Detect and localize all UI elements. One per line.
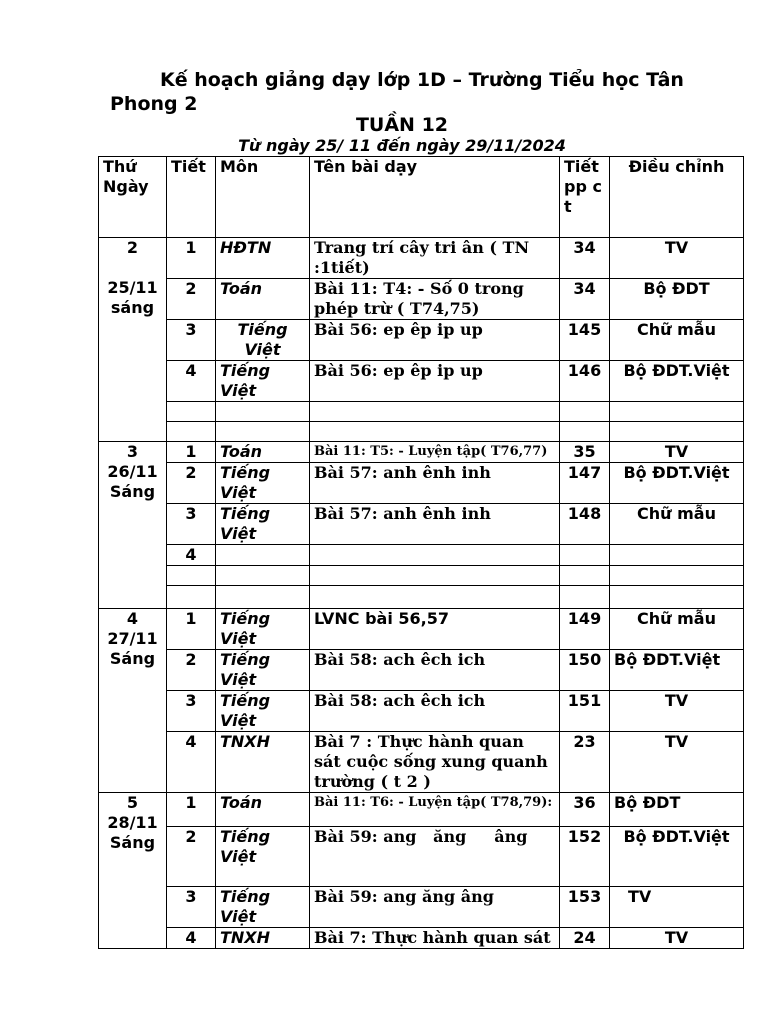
ppct-cell: 152 xyxy=(560,827,610,887)
period-cell: 1 xyxy=(167,238,216,279)
period-cell: 4 xyxy=(167,545,216,566)
lesson-plan-table xyxy=(98,156,744,949)
subject-cell: HĐTN xyxy=(216,238,310,279)
table-row xyxy=(99,402,744,422)
table-row xyxy=(99,691,744,732)
period-cell: 2 xyxy=(167,463,216,504)
adjust-cell: Bộ ĐDT xyxy=(610,279,744,320)
subject-cell: Tiếng Việt xyxy=(216,650,310,691)
table-row xyxy=(99,650,744,691)
lesson-cell: Bài 58: ach êch ich xyxy=(310,691,560,732)
adjust-cell: Chữ mẫu xyxy=(610,320,744,361)
table-row xyxy=(99,463,744,504)
adjust-cell: TV xyxy=(610,691,744,732)
adjust-cell xyxy=(610,545,744,566)
subject-cell: Tiếng Việt xyxy=(216,320,310,361)
period-cell: 3 xyxy=(167,691,216,732)
day-cell: 5 28/11 Sáng xyxy=(99,793,167,949)
ppct-cell xyxy=(560,545,610,566)
lesson-cell: Bài 11: T4: - Số 0 trong phép trừ ( T74,75) xyxy=(310,279,560,320)
adjust-cell xyxy=(610,422,744,442)
table-row xyxy=(99,422,744,442)
adjust-cell: TV xyxy=(610,442,744,463)
lesson-cell xyxy=(310,545,560,566)
table-row xyxy=(99,361,744,402)
col-header-adjust: Điều chỉnh xyxy=(610,157,744,238)
table-row xyxy=(99,887,744,928)
ppct-cell: 147 xyxy=(560,463,610,504)
period-cell: 1 xyxy=(167,442,216,463)
ppct-cell xyxy=(560,566,610,586)
subject-cell xyxy=(216,422,310,442)
table-row xyxy=(99,320,744,361)
subject-cell: Tiếng Việt xyxy=(216,609,310,650)
adjust-cell: TV xyxy=(610,732,744,793)
ppct-cell: 34 xyxy=(560,238,610,279)
table-row xyxy=(99,545,744,566)
subject-cell: TNXH xyxy=(216,732,310,793)
subject-cell: Tiếng Việt xyxy=(216,887,310,928)
day-cell: 3 26/11 Sáng xyxy=(99,442,167,609)
ppct-cell xyxy=(560,586,610,609)
subject-cell: Tiếng Việt xyxy=(216,691,310,732)
lesson-cell: Bài 11: T5: - Luyện tập( T76,77) xyxy=(310,442,560,463)
date-range: Từ ngày 25/ 11 đến ngày 29/11/2024 xyxy=(238,136,566,155)
ppct-cell: 151 xyxy=(560,691,610,732)
adjust-cell: Chữ mẫu xyxy=(610,609,744,650)
table-row xyxy=(99,566,744,586)
period-cell: 3 xyxy=(167,320,216,361)
subject-cell xyxy=(216,566,310,586)
subject-cell: Tiếng Việt xyxy=(216,504,310,545)
period-cell xyxy=(167,566,216,586)
adjust-cell: TV xyxy=(610,887,744,928)
col-header-period: Tiết xyxy=(167,157,216,238)
document-title: Kế hoạch giảng dạy lớp 1D – Trường Tiểu học Tân Phong 2 xyxy=(110,69,684,115)
day-cell: 4 27/11 Sáng xyxy=(99,609,167,793)
subject-cell: Tiếng Việt xyxy=(216,463,310,504)
adjust-cell: Bộ ĐDT xyxy=(610,793,744,827)
subject-cell: Tiếng Việt xyxy=(216,827,310,887)
subject-cell: Toán xyxy=(216,793,310,827)
subject-cell: Toán xyxy=(216,442,310,463)
lesson-cell: Bài 57: anh ênh inh xyxy=(310,504,560,545)
table-row xyxy=(99,928,744,949)
lesson-cell: Trang trí cây tri ân ( TN :1tiết) xyxy=(310,238,560,279)
ppct-cell xyxy=(560,402,610,422)
adjust-cell: Chữ mẫu xyxy=(610,504,744,545)
period-cell xyxy=(167,422,216,442)
table-row xyxy=(99,442,744,463)
table-row xyxy=(99,586,744,609)
table-row xyxy=(99,827,744,887)
table-row xyxy=(99,504,744,545)
lesson-cell: Bài 7 : Thực hành quan sát cuộc sống xung quanh trường ( t 2 ) xyxy=(310,732,560,793)
adjust-cell: Bộ ĐDT.Việt xyxy=(610,463,744,504)
adjust-cell: Bộ ĐDT.Việt xyxy=(610,361,744,402)
subject-cell: TNXH xyxy=(216,928,310,949)
period-cell: 2 xyxy=(167,279,216,320)
lesson-cell: Bài 7: Thực hành quan sát xyxy=(310,928,560,949)
adjust-cell xyxy=(610,402,744,422)
lesson-cell xyxy=(310,566,560,586)
table-row xyxy=(99,732,744,793)
period-cell xyxy=(167,586,216,609)
table-row xyxy=(99,609,744,650)
period-cell: 2 xyxy=(167,650,216,691)
lesson-cell: LVNC bài 56,57 xyxy=(310,609,560,650)
day-cell: 2 25/11 sáng xyxy=(99,238,167,442)
lesson-cell: Bài 58: ach êch ich xyxy=(310,650,560,691)
period-cell: 2 xyxy=(167,827,216,887)
week-heading: TUẦN 12 xyxy=(355,114,449,136)
adjust-cell: Bộ ĐDT.Việt xyxy=(610,650,744,691)
table-row xyxy=(99,793,744,827)
ppct-cell: 148 xyxy=(560,504,610,545)
ppct-cell: 153 xyxy=(560,887,610,928)
subject-cell: Tiếng Việt xyxy=(216,361,310,402)
lesson-cell: Bài 56: ep êp ip up xyxy=(310,361,560,402)
col-header-day: Thứ Ngày xyxy=(99,157,167,238)
lesson-cell xyxy=(310,422,560,442)
lesson-cell: Bài 11: T6: - Luyện tập( T78,79): xyxy=(310,793,560,827)
period-cell: 4 xyxy=(167,732,216,793)
adjust-cell xyxy=(610,586,744,609)
adjust-cell: Bộ ĐDT.Việt xyxy=(610,827,744,887)
subject-cell xyxy=(216,586,310,609)
adjust-cell xyxy=(610,566,744,586)
ppct-cell: 35 xyxy=(560,442,610,463)
col-header-lesson: Tên bài dạy xyxy=(310,157,560,238)
ppct-cell: 36 xyxy=(560,793,610,827)
subject-cell xyxy=(216,402,310,422)
col-header-ppct: Tiết pp ct xyxy=(560,157,610,238)
adjust-cell: TV xyxy=(610,238,744,279)
ppct-cell: 145 xyxy=(560,320,610,361)
period-cell: 1 xyxy=(167,793,216,827)
lesson-cell: Bài 56: ep êp ip up xyxy=(310,320,560,361)
subject-cell xyxy=(216,545,310,566)
col-header-subject: Môn xyxy=(216,157,310,238)
lesson-cell xyxy=(310,402,560,422)
ppct-cell: 23 xyxy=(560,732,610,793)
period-cell: 3 xyxy=(167,887,216,928)
subject-cell: Toán xyxy=(216,279,310,320)
ppct-cell: 34 xyxy=(560,279,610,320)
lesson-cell: Bài 57: anh ênh inh xyxy=(310,463,560,504)
period-cell: 3 xyxy=(167,504,216,545)
period-cell: 4 xyxy=(167,928,216,949)
period-cell: 4 xyxy=(167,361,216,402)
ppct-cell: 24 xyxy=(560,928,610,949)
period-cell xyxy=(167,402,216,422)
ppct-cell: 150 xyxy=(560,650,610,691)
lesson-cell: Bài 59: ang ăng âng xyxy=(310,827,560,887)
ppct-cell: 146 xyxy=(560,361,610,402)
ppct-cell: 149 xyxy=(560,609,610,650)
lesson-cell: Bài 59: ang ăng âng xyxy=(310,887,560,928)
table-header-row xyxy=(99,157,744,238)
table-row xyxy=(99,279,744,320)
table-row xyxy=(99,238,744,279)
lesson-cell xyxy=(310,586,560,609)
ppct-cell xyxy=(560,422,610,442)
period-cell: 1 xyxy=(167,609,216,650)
adjust-cell: TV xyxy=(610,928,744,949)
